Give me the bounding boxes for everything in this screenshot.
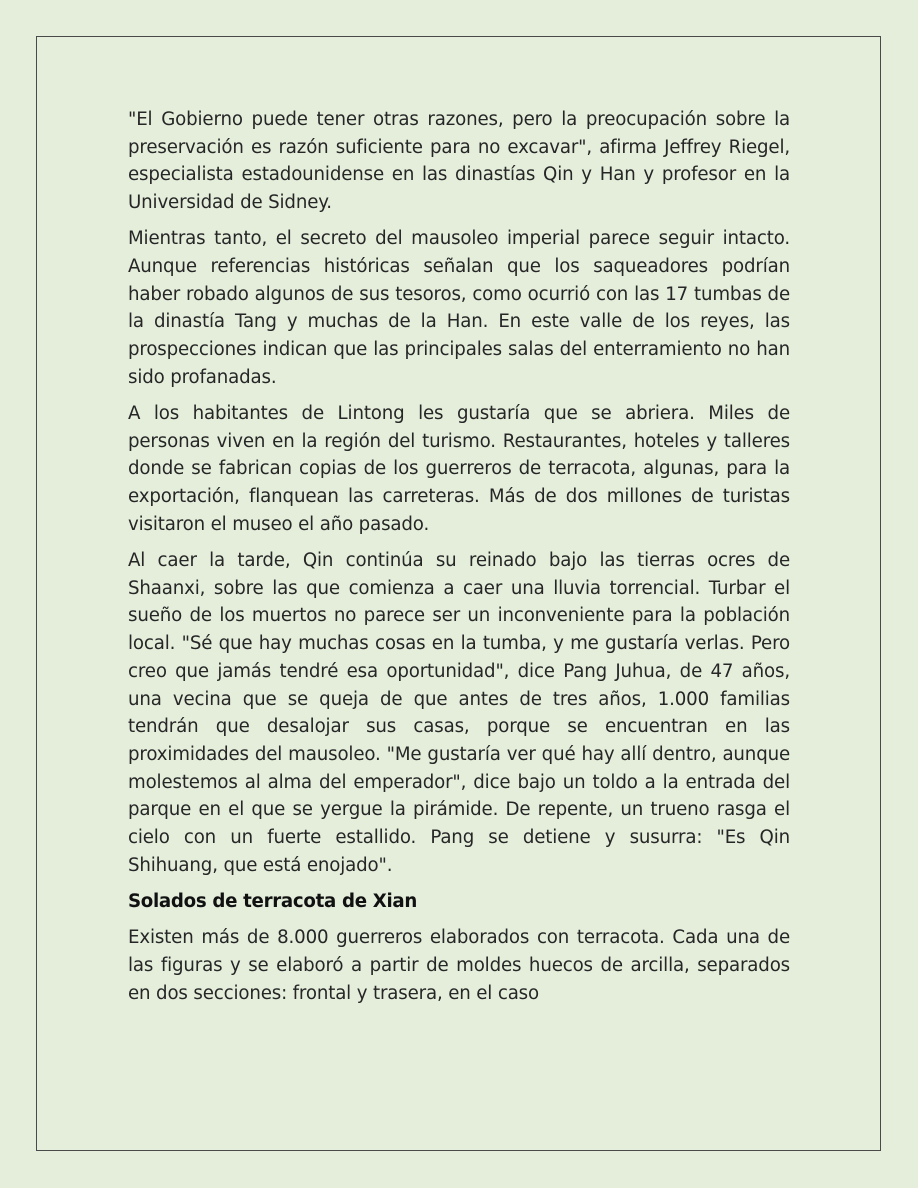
paragraph-pang-juhua: Al caer la tarde, Qin continúa su reinado bajo las tierras ocres de Shaanxi, sobre las que comienza a caer una lluvia torrencial. Turbar el sueño de los muertos no parece ser un inconveniente para la población local. "Sé que hay muchas cosas en la tumba, y me gustaría verlas. Pero creo que jamás tendré esa oportunidad", dice Pang Juhua, de 47 años, una vecina que se queja de que antes de tres años, 1.000 familias tendrán que desalojar sus casas, porque se encuentran en las proximidades del mausoleo. "Me gustaría ver qué hay allí dentro, aunque molestemos al alma del emperador", dice bajo un toldo a la entrada del parque en el que se yergue la pirámide. De repente, un trueno rasga el cielo con un fuerte estallido. Pang se detiene y susurra: "Es Qin Shihuang, que está enojado".: [128, 550, 790, 876]
document-body: [128, 106, 790, 1016]
paragraph-terracotta-warriors: Existen más de 8.000 guerreros elaborados con terracota. Cada una de las figuras y se elaboró a partir de moldes huecos de arcilla, separados en dos secciones: frontal y trasera, en el caso: [128, 927, 790, 1004]
paragraph-mausoleum-secret: Mientras tanto, el secreto del mausoleo imperial parece seguir intacto. Aunque referencias históricas señalan que los saqueadores podrían haber robado algunos de sus tesoros, como ocurrió con las 17 tumbas de la dinastía Tang y muchas de la Han. En este valle de los reyes, las prospecciones indican que las principales salas del enterramiento no han sido profanadas.: [128, 228, 790, 388]
paragraph-riegel-quote: "El Gobierno puede tener otras razones, pero la preocupación sobre la preservación es razón suficiente para no excavar", afirma Jeffrey Riegel, especialista estadounidense en las dinastías Qin y Han y profesor en la Universidad de Sidney.: [128, 109, 790, 214]
paragraph-lintong-residents: A los habitantes de Lintong les gustaría que se abriera. Miles de personas viven en la región del turismo. Restaurantes, hoteles y talleres donde se fabrican copias de los guerreros de terracota, algunas, para la exportación, flanquean las carreteras. Más de dos millones de turistas visitaron el museo el año pasado.: [128, 403, 790, 535]
section-heading: Solados de terracota de Xian: [128, 890, 418, 912]
